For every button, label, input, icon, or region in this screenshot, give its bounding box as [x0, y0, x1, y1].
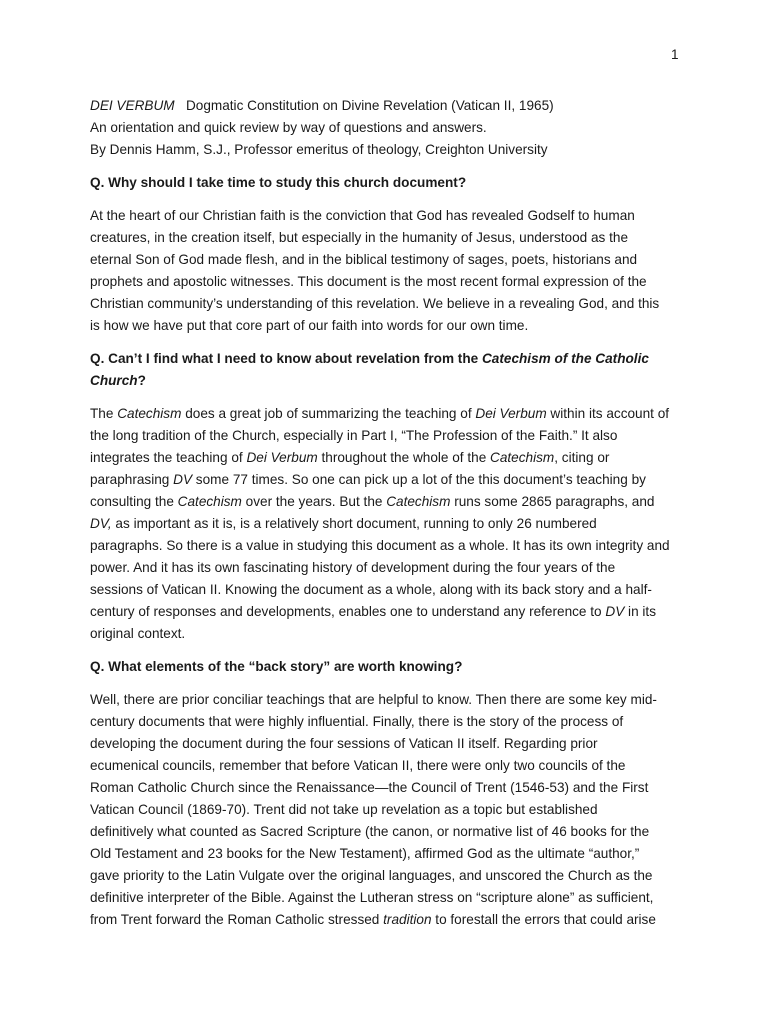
answer-1-line: creatures, in the creation itself, but especially in the humanity of Jesus, understood as the	[90, 230, 629, 245]
answer-3	[90, 689, 682, 931]
title-rest: Dogmatic Constitution on Divine Revelation (Vatican II, 1965)	[185, 98, 554, 113]
title-italic: DEI VERBUM	[90, 98, 175, 113]
answer-3-line: gave priority to the Latin Vulgate over the original languages, and unscored the Church as the	[90, 868, 653, 883]
answer-3-line: century documents that were highly influential. Finally, there is the story of the process of	[90, 714, 624, 729]
header-author: By Dennis Hamm, S.J., Professor emeritus of theology, Creighton University	[90, 142, 548, 157]
answer-2-line: DV, as important as it is, is a relatively short document, running to only 26 numbered	[90, 516, 597, 531]
answer-2-line: consulting the Catechism over the years. But the Catechism runs some 2865 paragraphs, and	[90, 494, 655, 509]
answer-2-line: power. And it has its own fascinating history of development during the four years of the	[90, 560, 616, 575]
answer-1-line: Christian community’s understanding of this revelation. We believe in a revealing God, and this	[90, 296, 660, 311]
answer-2-line: paragraphs. So there is a value in studying this document as a whole. It has its own integrity and	[90, 538, 670, 553]
answer-3-line: Well, there are prior conciliar teachings that are helpful to know. Then there are some key mid-	[90, 692, 657, 707]
answer-3-line: definitively what counted as Sacred Scripture (the canon, or normative list of 46 books for the	[90, 824, 650, 839]
answer-2-line: sessions of Vatican II. Knowing the document as a whole, along with its back story and a half-	[90, 582, 652, 597]
answer-2-line: integrates the teaching of Dei Verbum throughout the whole of the Catechism, citing or	[90, 450, 610, 465]
answer-2-line: century of responses and developments, enables one to understand any reference to DV in its	[90, 604, 657, 619]
answer-2-line: paraphrasing DV some 77 times. So one can pick up a lot of the this document’s teaching by	[90, 472, 646, 487]
answer-3-line: ecumenical councils, remember that before Vatican II, there were only two councils of the	[90, 758, 626, 773]
answer-3-line: developing the document during the four sessions of Vatican II itself. Regarding prior	[90, 736, 598, 751]
answer-2	[90, 403, 682, 645]
question-2-italic: Church	[90, 373, 138, 388]
question-2-text: ?	[137, 373, 146, 388]
answer-1-line: At the heart of our Christian faith is the conviction that God has revealed Godself to human	[90, 208, 635, 223]
question-2-italic: Catechism of the Catholic	[481, 351, 649, 366]
answer-3-line: Old Testament and 23 books for the New Testament), affirmed God as the ultimate “author,”	[90, 846, 640, 861]
answer-2-line: The Catechism does a great job of summarizing the teaching of Dei Verbum within its account of	[90, 406, 670, 421]
answer-1	[90, 205, 682, 337]
answer-2-line: the long tradition of the Church, especially in Part I, “The Profession of the Faith.” It also	[90, 428, 618, 443]
question-1: Q. Why should I take time to study this church document?	[90, 175, 467, 190]
page-number: 1	[671, 47, 679, 62]
header-title-line	[90, 95, 682, 117]
header-subtitle: An orientation and quick review by way of questions and answers.	[90, 120, 487, 135]
question-2-text: Q. Can’t I find what I need to know about revelation from the	[90, 351, 482, 366]
question-2	[90, 348, 682, 392]
answer-3-line: Roman Catholic Church since the Renaissance—the Council of Trent (1546-53) and the First	[90, 780, 649, 795]
document-header	[90, 95, 682, 161]
document-body	[90, 95, 682, 942]
answer-3-line: definitive interpreter of the Bible. Against the Lutheran stress on “scripture alone” as sufficient,	[90, 890, 654, 905]
answer-1-line: is how we have put that core part of our faith into words for our own time.	[90, 318, 529, 333]
answer-3-line: Vatican Council (1869-70). Trent did not take up revelation as a topic but established	[90, 802, 598, 817]
question-3: Q. What elements of the “back story” are worth knowing?	[90, 659, 463, 674]
question-2-line	[90, 348, 682, 370]
answer-2-line: original context.	[90, 626, 186, 641]
answer-3-line: from Trent forward the Roman Catholic stressed tradition to forestall the errors that could arise	[90, 912, 656, 927]
answer-1-line: prophets and apostolic witnesses. This document is the most recent formal expression of the	[90, 274, 647, 289]
answer-1-line: eternal Son of God made flesh, and in the biblical testimony of sages, poets, historians and	[90, 252, 638, 267]
question-2-line	[90, 370, 682, 392]
